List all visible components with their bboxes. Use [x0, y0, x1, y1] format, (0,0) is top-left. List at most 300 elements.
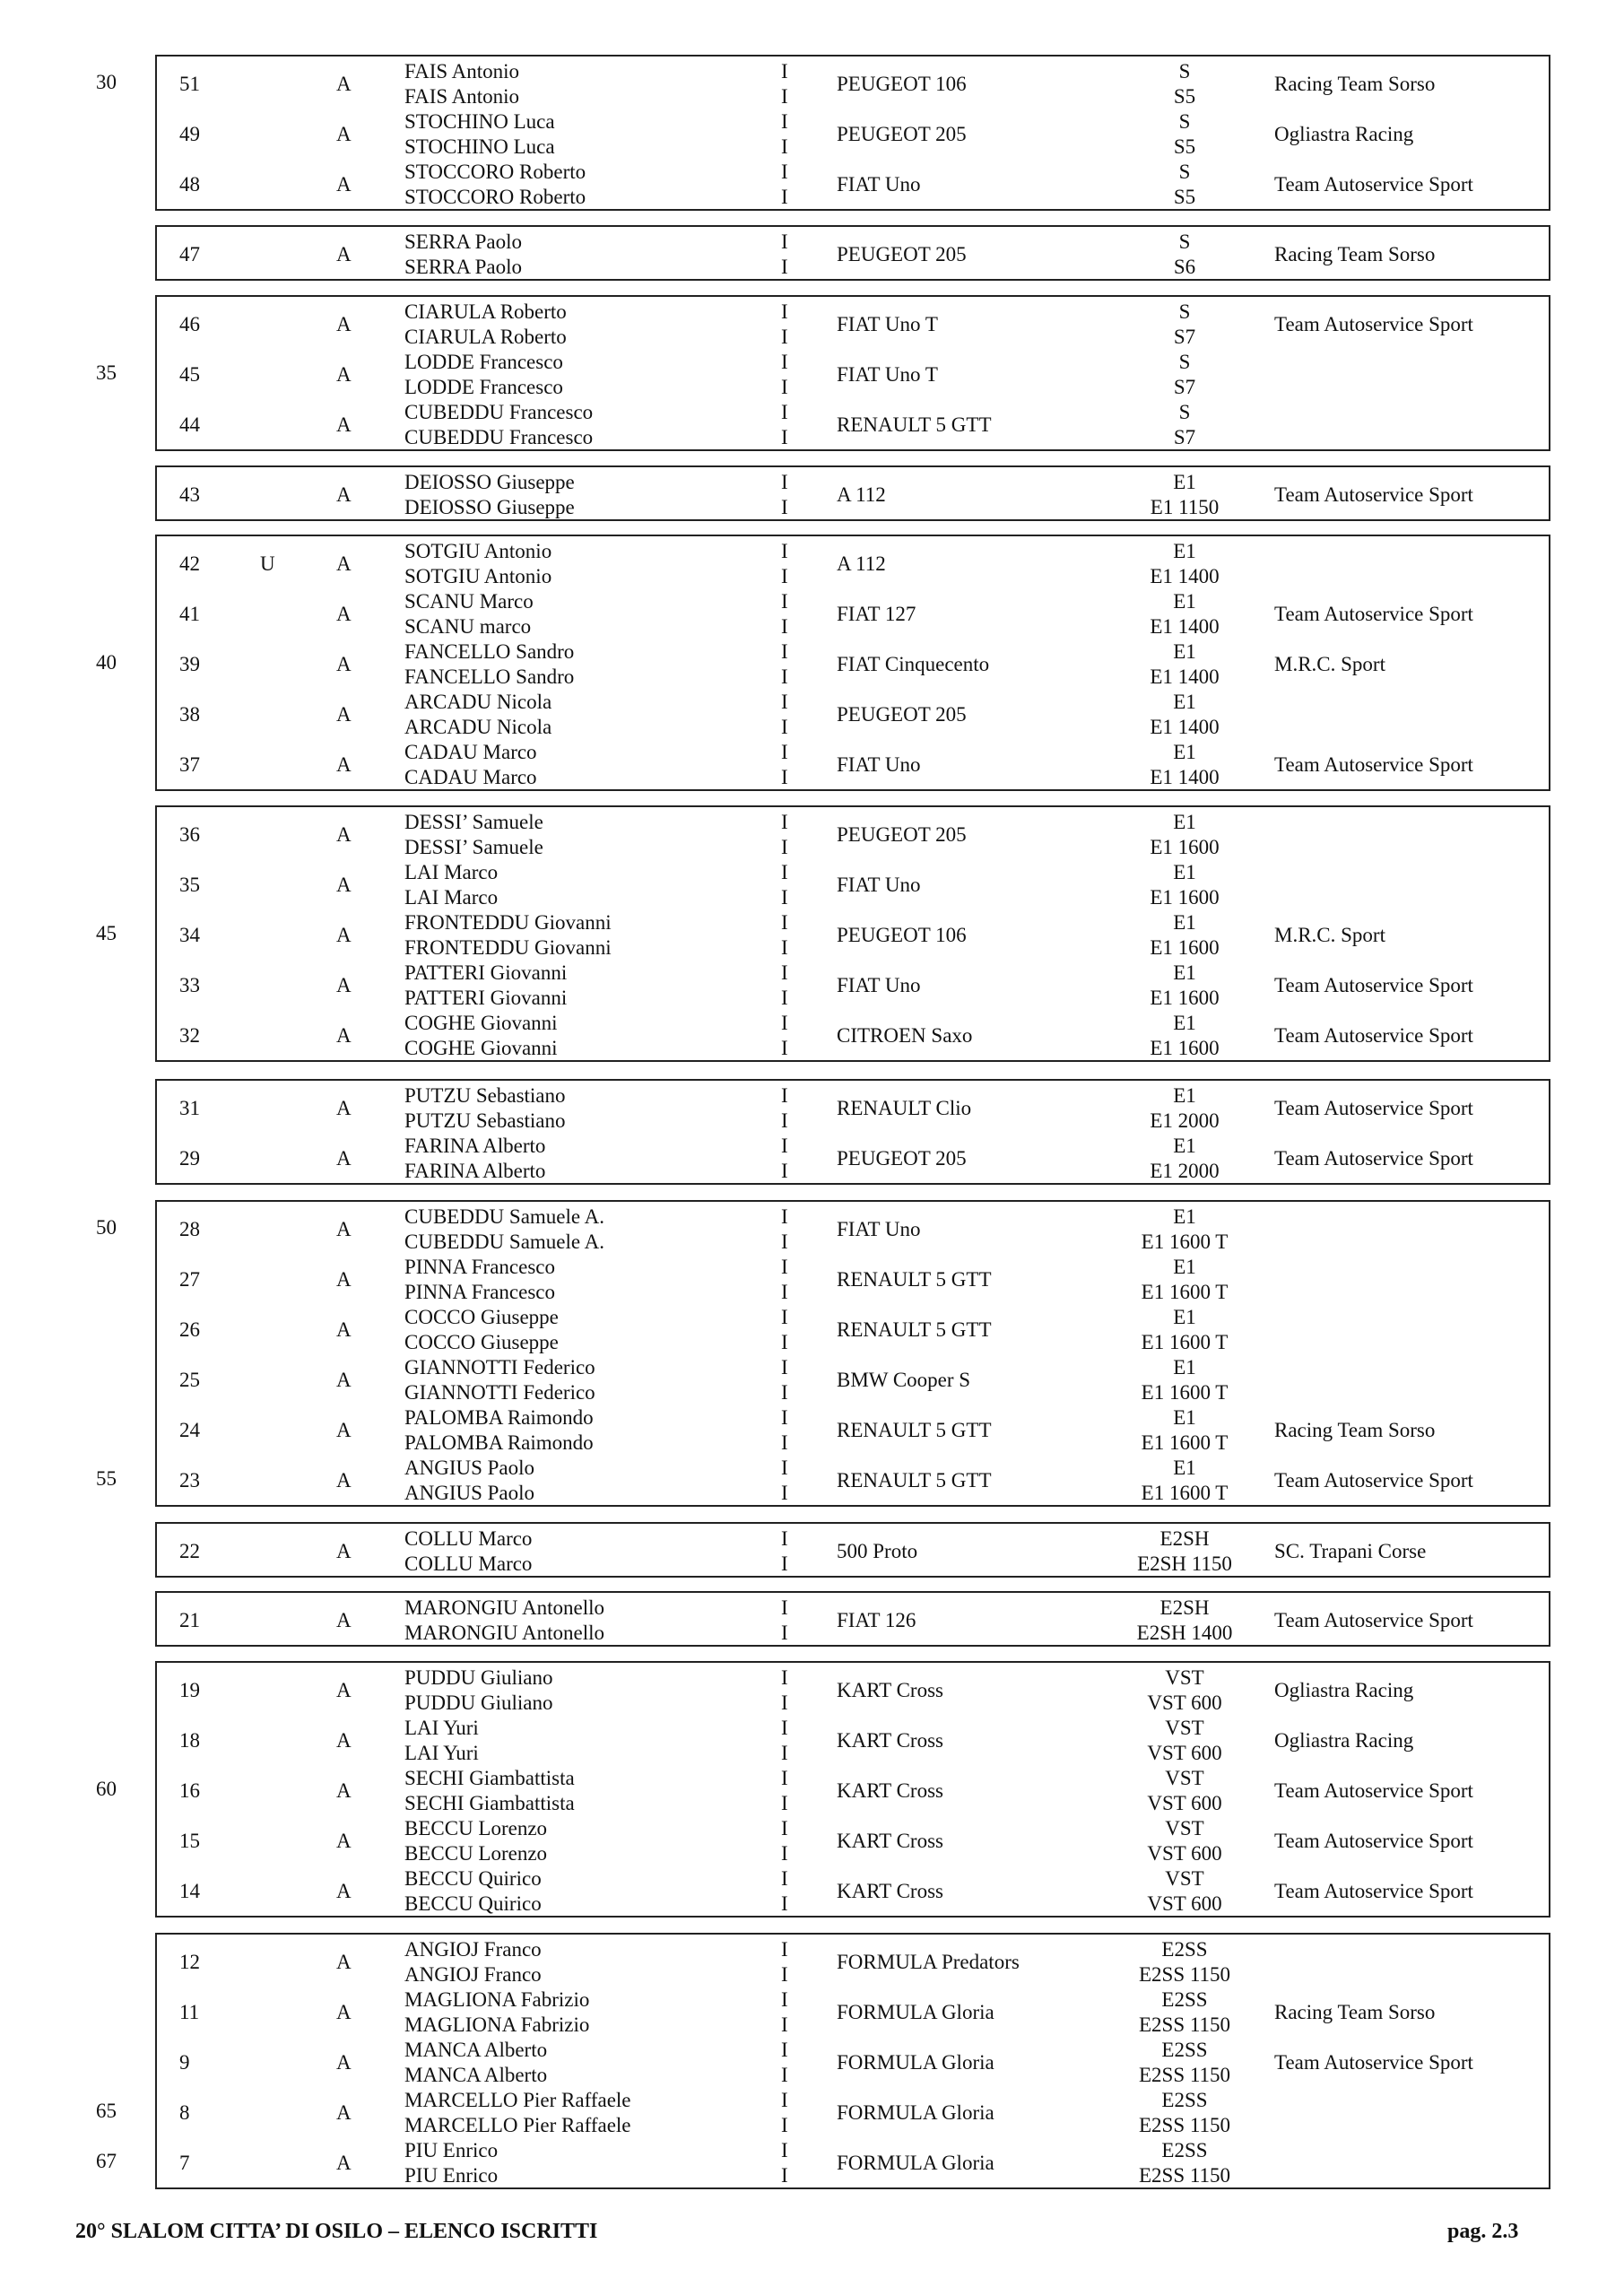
- race-number: 37: [179, 753, 200, 776]
- car-model: RENAULT 5 GTT: [837, 1268, 992, 1291]
- licence-type: A: [336, 603, 352, 625]
- car-model: KART Cross: [837, 1729, 943, 1752]
- car-class: E1 1600 T: [1141, 1331, 1229, 1353]
- car-class: VST 600: [1147, 1842, 1222, 1865]
- driver-nationality: I: [781, 1256, 788, 1278]
- codriver-name: PIU Enrico: [404, 2164, 499, 2187]
- entry-row: [157, 1456, 1552, 1506]
- codriver-nationality: I: [781, 1431, 788, 1454]
- car-class: S7: [1173, 426, 1196, 448]
- car-class: E2SS 1150: [1138, 1963, 1231, 1986]
- car-group: E1: [1173, 1406, 1196, 1429]
- driver-nationality: I: [781, 911, 788, 934]
- codriver-nationality: I: [781, 1160, 788, 1182]
- driver-nationality: I: [781, 691, 788, 713]
- car-model: FIAT 127: [837, 603, 916, 625]
- race-number: 51: [179, 73, 200, 95]
- car-model: FIAT Uno T: [837, 363, 938, 386]
- licence-type: A: [336, 2101, 352, 2124]
- driver-name: FARINA Alberto: [404, 1135, 546, 1157]
- car-model: RENAULT Clio: [837, 1097, 972, 1119]
- entry-row: [157, 910, 1552, 961]
- team-name: Team Autoservice Sport: [1274, 974, 1473, 996]
- car-group: VST: [1165, 1666, 1204, 1689]
- licence-type: A: [336, 1540, 352, 1562]
- driver-nationality: I: [781, 60, 788, 83]
- codriver-name: FARINA Alberto: [404, 1160, 546, 1182]
- car-group: E2SS: [1161, 1988, 1208, 2011]
- licence-type: A: [336, 1609, 352, 1631]
- car-group: E2SS: [1161, 2089, 1208, 2111]
- car-class: E1 1600: [1150, 936, 1220, 959]
- codriver-name: PATTERI Giovanni: [404, 987, 568, 1009]
- driver-name: CUBEDDU Samuele A.: [404, 1205, 604, 1228]
- entry-row: [157, 1526, 1552, 1577]
- car-model: FORMULA Gloria: [837, 2051, 994, 2074]
- car-group: VST: [1165, 1867, 1204, 1890]
- race-number: 23: [179, 1469, 200, 1492]
- codriver-name: LAI Marco: [404, 886, 499, 909]
- car-model: KART Cross: [837, 1830, 943, 1852]
- driver-nationality: I: [781, 110, 788, 133]
- driver-name: PINNA Francesco: [404, 1256, 555, 1278]
- race-number: 7: [179, 2152, 190, 2174]
- codriver-nationality: I: [781, 987, 788, 1009]
- codriver-nationality: I: [781, 1109, 788, 1132]
- race-number: 36: [179, 823, 200, 846]
- codriver-name: SOTGIU Antonio: [404, 565, 552, 587]
- entry-group: [155, 225, 1550, 281]
- line-number: 67: [96, 2150, 117, 2172]
- codriver-name: PUDDU Giuliano: [404, 1692, 553, 1714]
- driver-nationality: I: [781, 2039, 788, 2061]
- entry-group: [155, 1522, 1550, 1578]
- licence-type: A: [336, 123, 352, 145]
- entry-row: [157, 1766, 1552, 1816]
- car-model: PEUGEOT 205: [837, 703, 967, 726]
- car-model: FIAT Uno T: [837, 313, 938, 335]
- team-name: Racing Team Sorso: [1274, 73, 1436, 95]
- codriver-name: STOCHINO Luca: [404, 135, 555, 158]
- car-class: E1 1600 T: [1141, 1381, 1229, 1404]
- car-model: FIAT Uno: [837, 173, 921, 196]
- car-group: E1: [1173, 811, 1196, 833]
- car-model: FIAT Uno: [837, 753, 921, 776]
- licence-type: A: [336, 1779, 352, 1802]
- licence-type: A: [336, 2001, 352, 2023]
- race-number: 28: [179, 1218, 200, 1240]
- codriver-nationality: I: [781, 2013, 788, 2036]
- line-number: 60: [96, 1778, 117, 1800]
- car-model: PEUGEOT 205: [837, 123, 967, 145]
- line-number: 30: [96, 71, 117, 93]
- codriver-name: PUTZU Sebastiano: [404, 1109, 566, 1132]
- race-number: 12: [179, 1951, 200, 1973]
- team-name: Team Autoservice Sport: [1274, 1830, 1473, 1852]
- driver-nationality: I: [781, 1356, 788, 1378]
- line-number: 65: [96, 2100, 117, 2122]
- licence-type: A: [336, 874, 352, 896]
- licence-type: A: [336, 552, 352, 575]
- car-class: E2SS 1150: [1138, 2013, 1231, 2036]
- driver-nationality: I: [781, 1817, 788, 1839]
- car-model: KART Cross: [837, 1880, 943, 1902]
- car-group: E1: [1173, 471, 1196, 493]
- entry-row: [157, 109, 1552, 160]
- car-group: S: [1178, 60, 1191, 83]
- car-model: FIAT Cinquecento: [837, 653, 990, 675]
- licence-type: A: [336, 173, 352, 196]
- driver-nationality: I: [781, 351, 788, 373]
- codriver-name: BECCU Quirico: [404, 1892, 542, 1915]
- car-group: S: [1178, 401, 1191, 423]
- car-class: VST 600: [1147, 1692, 1222, 1714]
- entry-group: [155, 1079, 1550, 1185]
- codriver-nationality: I: [781, 1381, 788, 1404]
- race-number: 46: [179, 313, 200, 335]
- car-group: E2SS: [1161, 1938, 1208, 1961]
- codriver-nationality: I: [781, 135, 788, 158]
- car-class: S5: [1173, 85, 1196, 108]
- entry-group: [155, 55, 1550, 211]
- driver-nationality: I: [781, 1135, 788, 1157]
- codriver-name: CUBEDDU Francesco: [404, 426, 594, 448]
- car-class: E1 2000: [1150, 1109, 1220, 1132]
- race-number: 21: [179, 1609, 200, 1631]
- driver-nationality: I: [781, 1084, 788, 1107]
- car-group: E1: [1173, 540, 1196, 562]
- driver-nationality: I: [781, 1596, 788, 1619]
- entry-row: [157, 1011, 1552, 1061]
- codriver-nationality: I: [781, 665, 788, 688]
- licence-type: A: [336, 1880, 352, 1902]
- entry-group: [155, 465, 1550, 521]
- entry-row: [157, 1355, 1552, 1405]
- driver-name: DEIOSSO Giuseppe: [404, 471, 575, 493]
- driver-nationality: I: [781, 640, 788, 663]
- driver-nationality: I: [781, 2139, 788, 2161]
- codriver-name: SCANU marco: [404, 615, 532, 638]
- codriver-name: SERRA Paolo: [404, 256, 523, 278]
- car-model: FORMULA Predators: [837, 1951, 1020, 1973]
- car-group: E1: [1173, 741, 1196, 763]
- car-model: PEUGEOT 205: [837, 1147, 967, 1170]
- licence-type: A: [336, 1830, 352, 1852]
- codriver-nationality: I: [781, 1692, 788, 1714]
- licence-type: A: [336, 1024, 352, 1047]
- driver-nationality: I: [781, 741, 788, 763]
- entry-group: [155, 1591, 1550, 1647]
- race-number: 35: [179, 874, 200, 896]
- entry-group: [155, 535, 1550, 791]
- codriver-name: DEIOSSO Giuseppe: [404, 496, 575, 518]
- under-flag: U: [260, 552, 275, 575]
- codriver-nationality: I: [781, 716, 788, 738]
- driver-name: COLLU Marco: [404, 1527, 533, 1550]
- licence-type: A: [336, 1147, 352, 1170]
- car-group: S: [1178, 300, 1191, 323]
- car-group: E2SH: [1159, 1596, 1210, 1619]
- car-model: RENAULT 5 GTT: [837, 1318, 992, 1341]
- entry-group: [155, 295, 1550, 451]
- team-name: Team Autoservice Sport: [1274, 1024, 1473, 1047]
- car-class: E1 1400: [1150, 565, 1220, 587]
- entry-row: [157, 1937, 1552, 1987]
- car-class: E1 1150: [1150, 496, 1220, 518]
- driver-name: CIARULA Roberto: [404, 300, 567, 323]
- codriver-name: ARCADU Nicola: [404, 716, 552, 738]
- car-class: S5: [1173, 186, 1196, 208]
- car-group: E1: [1173, 1084, 1196, 1107]
- codriver-nationality: I: [781, 326, 788, 348]
- driver-nationality: I: [781, 471, 788, 493]
- car-class: E1 1600 T: [1141, 1231, 1229, 1253]
- car-class: S6: [1173, 256, 1196, 278]
- codriver-nationality: I: [781, 1742, 788, 1764]
- car-model: PEUGEOT 205: [837, 243, 967, 265]
- race-number: 24: [179, 1419, 200, 1441]
- car-group: S: [1178, 161, 1191, 183]
- race-number: 14: [179, 1880, 200, 1902]
- team-name: Team Autoservice Sport: [1274, 313, 1473, 335]
- licence-type: A: [336, 413, 352, 436]
- race-number: 31: [179, 1097, 200, 1119]
- driver-name: PALOMBA Raimondo: [404, 1406, 594, 1429]
- car-class: E1 1400: [1150, 665, 1220, 688]
- codriver-name: COLLU Marco: [404, 1552, 533, 1575]
- car-group: S: [1178, 351, 1191, 373]
- entry-row: [157, 1405, 1552, 1456]
- codriver-nationality: I: [781, 1331, 788, 1353]
- driver-name: ARCADU Nicola: [404, 691, 552, 713]
- codriver-nationality: I: [781, 936, 788, 959]
- driver-nationality: I: [781, 590, 788, 613]
- line-number: 45: [96, 922, 117, 944]
- team-name: Team Autoservice Sport: [1274, 1609, 1473, 1631]
- team-name: Team Autoservice Sport: [1274, 1147, 1473, 1170]
- car-model: KART Cross: [837, 1779, 943, 1802]
- race-number: 27: [179, 1268, 200, 1291]
- car-group: E2SS: [1161, 2039, 1208, 2061]
- car-class: E1 2000: [1150, 1160, 1220, 1182]
- car-class: E1 1400: [1150, 716, 1220, 738]
- entry-group: [155, 1661, 1550, 1918]
- codriver-nationality: I: [781, 2064, 788, 2086]
- race-number: 33: [179, 974, 200, 996]
- entry-row: [157, 1305, 1552, 1355]
- team-name: Team Autoservice Sport: [1274, 753, 1473, 776]
- driver-nationality: I: [781, 861, 788, 883]
- car-group: E1: [1173, 1205, 1196, 1228]
- entry-row: [157, 2138, 1552, 2188]
- car-group: E1: [1173, 640, 1196, 663]
- driver-name: ANGIUS Paolo: [404, 1457, 535, 1479]
- race-number: 32: [179, 1024, 200, 1047]
- race-number: 26: [179, 1318, 200, 1341]
- licence-type: A: [336, 1318, 352, 1341]
- car-model: FORMULA Gloria: [837, 2001, 994, 2023]
- driver-name: CADAU Marco: [404, 741, 537, 763]
- entry-row: [157, 740, 1552, 790]
- car-class: E1 1600: [1150, 836, 1220, 858]
- codriver-name: GIANNOTTI Federico: [404, 1381, 595, 1404]
- driver-nationality: I: [781, 961, 788, 984]
- driver-name: DESSI’ Samuele: [404, 811, 543, 833]
- car-group: E1: [1173, 1256, 1196, 1278]
- driver-name: BECCU Quirico: [404, 1867, 542, 1890]
- team-name: Team Autoservice Sport: [1274, 603, 1473, 625]
- team-name: Team Autoservice Sport: [1274, 1097, 1473, 1119]
- car-group: VST: [1165, 1817, 1204, 1839]
- driver-name: SCANU Marco: [404, 590, 534, 613]
- driver-name: PIU Enrico: [404, 2139, 499, 2161]
- car-group: E1: [1173, 590, 1196, 613]
- entry-row: [157, 160, 1552, 210]
- race-number: 11: [179, 2001, 200, 2023]
- race-number: 29: [179, 1147, 200, 1170]
- race-number: 41: [179, 603, 200, 625]
- licence-type: A: [336, 703, 352, 726]
- licence-type: A: [336, 1369, 352, 1391]
- car-class: E1 1600 T: [1141, 1281, 1229, 1303]
- codriver-nationality: I: [781, 85, 788, 108]
- driver-name: MANCA Alberto: [404, 2039, 548, 2061]
- codriver-name: FANCELLO Sandro: [404, 665, 575, 688]
- car-model: FIAT 126: [837, 1609, 916, 1631]
- codriver-name: CADAU Marco: [404, 766, 537, 788]
- licence-type: A: [336, 1218, 352, 1240]
- codriver-nationality: I: [781, 1842, 788, 1865]
- entry-row: [157, 639, 1552, 690]
- footer-title: 20° SLALOM CITTA’ DI OSILO – ELENCO ISCRITTI: [75, 2220, 598, 2243]
- entry-row: [157, 2038, 1552, 2088]
- codriver-nationality: I: [781, 1552, 788, 1575]
- entry-row: [157, 1083, 1552, 1134]
- codriver-name: SECHI Giambattista: [404, 1792, 575, 1814]
- codriver-nationality: I: [781, 766, 788, 788]
- car-group: E2SS: [1161, 2139, 1208, 2161]
- race-number: 38: [179, 703, 200, 726]
- entry-row: [157, 230, 1552, 280]
- race-number: 18: [179, 1729, 200, 1752]
- codriver-name: DESSI’ Samuele: [404, 836, 543, 858]
- entry-row: [157, 470, 1552, 520]
- entry-row: [157, 1816, 1552, 1866]
- driver-nationality: I: [781, 1306, 788, 1328]
- car-group: E1: [1173, 1012, 1196, 1034]
- driver-nationality: I: [781, 161, 788, 183]
- driver-nationality: I: [781, 230, 788, 253]
- licence-type: A: [336, 823, 352, 846]
- driver-name: SERRA Paolo: [404, 230, 523, 253]
- driver-nationality: I: [781, 1457, 788, 1479]
- team-name: Racing Team Sorso: [1274, 2001, 1436, 2023]
- entry-row: [157, 300, 1552, 350]
- car-class: E2SS 1150: [1138, 2114, 1231, 2136]
- team-name: SC. Trapani Corse: [1274, 1540, 1427, 1562]
- entry-row: [157, 810, 1552, 860]
- licence-type: A: [336, 1268, 352, 1291]
- codriver-name: CIARULA Roberto: [404, 326, 567, 348]
- licence-type: A: [336, 653, 352, 675]
- car-class: E1 1600: [1150, 987, 1220, 1009]
- driver-name: ANGIOJ Franco: [404, 1938, 542, 1961]
- driver-name: PATTERI Giovanni: [404, 961, 568, 984]
- licence-type: A: [336, 924, 352, 946]
- car-group: VST: [1165, 1717, 1204, 1739]
- car-group: E2SH: [1159, 1527, 1210, 1550]
- licence-type: A: [336, 73, 352, 95]
- driver-nationality: I: [781, 300, 788, 323]
- entry-row: [157, 1866, 1552, 1917]
- race-number: 22: [179, 1540, 200, 1562]
- codriver-name: PALOMBA Raimondo: [404, 1431, 594, 1454]
- codriver-name: PINNA Francesco: [404, 1281, 555, 1303]
- driver-name: SECHI Giambattista: [404, 1767, 575, 1789]
- car-group: E1: [1173, 1457, 1196, 1479]
- codriver-nationality: I: [781, 836, 788, 858]
- car-model: A 112: [837, 552, 886, 575]
- driver-name: STOCHINO Luca: [404, 110, 555, 133]
- car-class: E2SH 1150: [1137, 1552, 1232, 1575]
- driver-name: LAI Marco: [404, 861, 499, 883]
- entry-row: [157, 1987, 1552, 2038]
- driver-nationality: I: [781, 401, 788, 423]
- codriver-name: LODDE Francesco: [404, 376, 563, 398]
- codriver-name: ANGIUS Paolo: [404, 1482, 535, 1504]
- team-name: Ogliastra Racing: [1274, 1679, 1414, 1701]
- entry-row: [157, 1596, 1552, 1646]
- team-name: Team Autoservice Sport: [1274, 1469, 1473, 1492]
- car-group: E1: [1173, 691, 1196, 713]
- race-number: 9: [179, 2051, 190, 2074]
- race-number: 15: [179, 1830, 200, 1852]
- team-name: Team Autoservice Sport: [1274, 483, 1473, 506]
- licence-type: A: [336, 753, 352, 776]
- codriver-name: MARCELLO Pier Raffaele: [404, 2114, 631, 2136]
- car-model: FIAT Uno: [837, 974, 921, 996]
- car-group: E1: [1173, 1135, 1196, 1157]
- driver-nationality: I: [781, 1717, 788, 1739]
- driver-nationality: I: [781, 540, 788, 562]
- team-name: Ogliastra Racing: [1274, 1729, 1414, 1752]
- licence-type: A: [336, 974, 352, 996]
- entry-row: [157, 1665, 1552, 1716]
- driver-nationality: I: [781, 811, 788, 833]
- driver-name: LAI Yuri: [404, 1717, 479, 1739]
- car-class: VST 600: [1147, 1792, 1222, 1814]
- race-number: 34: [179, 924, 200, 946]
- licence-type: A: [336, 363, 352, 386]
- car-group: E1: [1173, 961, 1196, 984]
- entry-group: [155, 805, 1550, 1062]
- race-number: 44: [179, 413, 200, 436]
- driver-name: MAGLIONA Fabrizio: [404, 1988, 590, 2011]
- entry-row: [157, 2088, 1552, 2138]
- driver-nationality: I: [781, 1867, 788, 1890]
- codriver-nationality: I: [781, 2114, 788, 2136]
- driver-nationality: I: [781, 1527, 788, 1550]
- car-model: KART Cross: [837, 1679, 943, 1701]
- race-number: 42: [179, 552, 200, 575]
- codriver-nationality: I: [781, 615, 788, 638]
- car-class: E2SH 1400: [1136, 1622, 1233, 1644]
- driver-name: PUDDU Giuliano: [404, 1666, 553, 1689]
- page-number: pag. 2.3: [1447, 2220, 1519, 2243]
- car-class: E1 1400: [1150, 766, 1220, 788]
- entry-group: [155, 1200, 1550, 1507]
- licence-type: A: [336, 313, 352, 335]
